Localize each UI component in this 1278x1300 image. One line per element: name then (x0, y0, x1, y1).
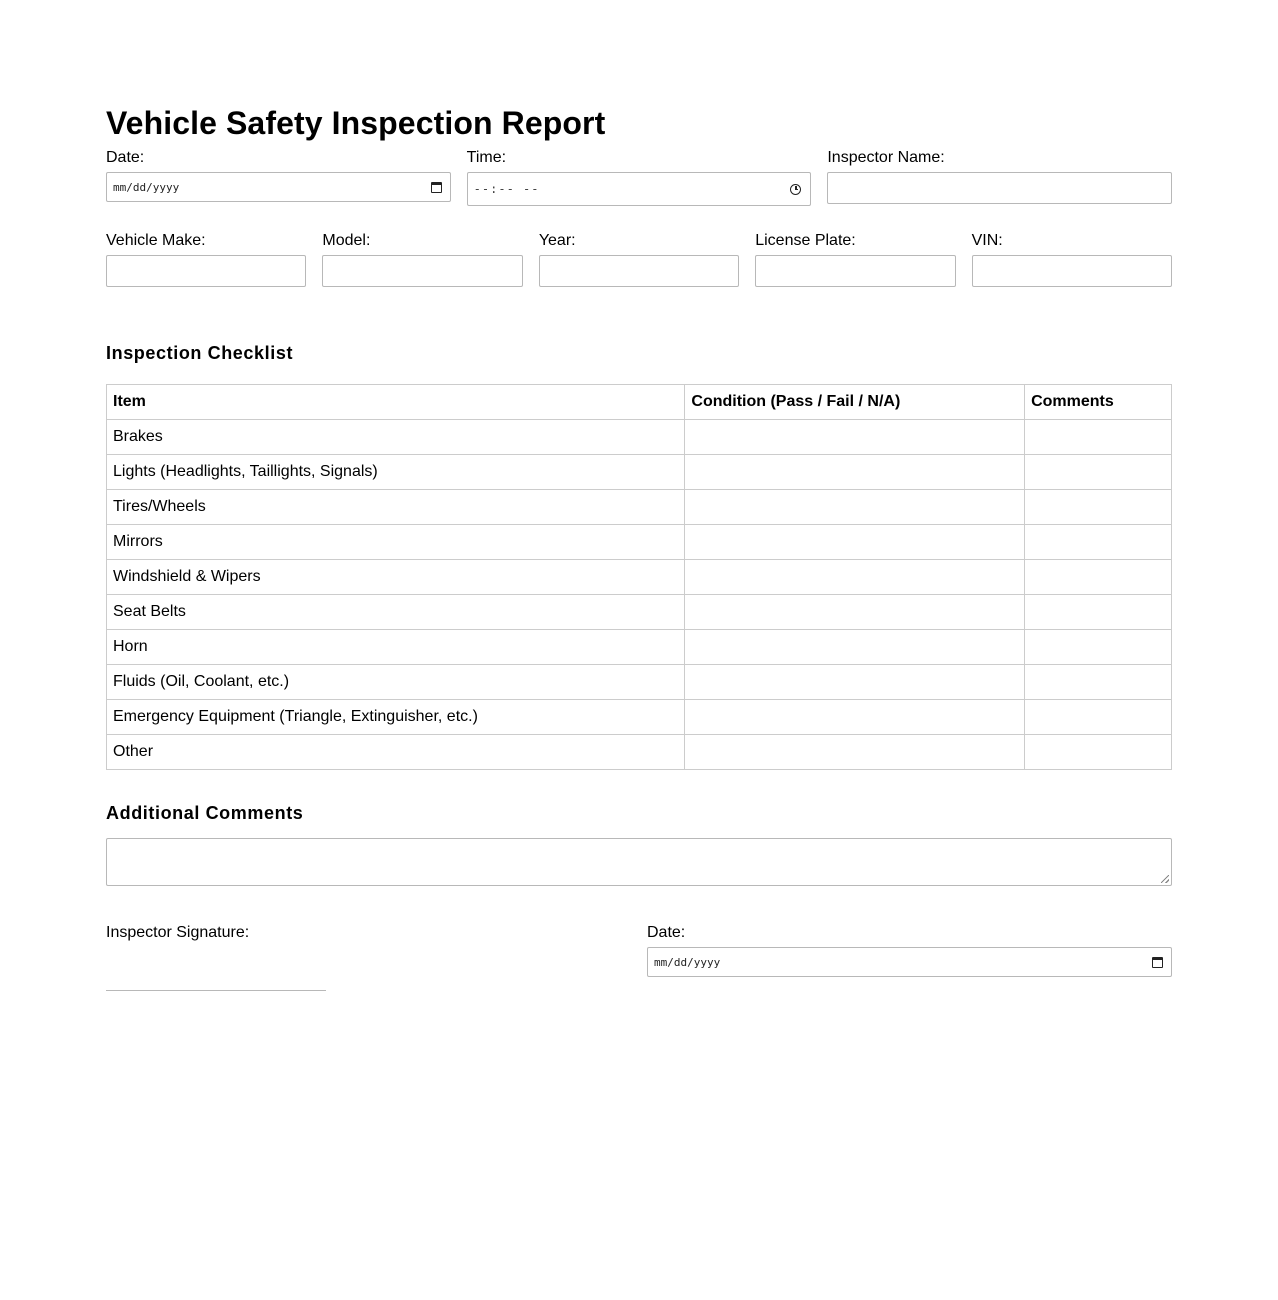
license-plate-input[interactable] (755, 255, 955, 287)
item-cell: Windshield & Wipers (107, 560, 685, 595)
condition-cell[interactable] (685, 420, 1025, 455)
page-title: Vehicle Safety Inspection Report (106, 105, 606, 141)
table-row (107, 665, 1172, 700)
item-cell: Lights (Headlights, Taillights, Signals) (107, 455, 685, 490)
item-cell: Emergency Equipment (Triangle, Extinguisher, etc.) (107, 700, 685, 735)
time-field-group (467, 149, 812, 206)
header-item: Item (107, 385, 685, 420)
license-plate-label: License Plate: (755, 232, 856, 249)
date-input[interactable] (106, 172, 451, 202)
vehicle-fields-row (106, 232, 1172, 287)
item-cell: Seat Belts (107, 595, 685, 630)
table-row (107, 735, 1172, 770)
signature-date-placeholder: mm/dd/yyyy (654, 955, 721, 969)
item-cell: Tires/Wheels (107, 490, 685, 525)
header-fields-row (106, 149, 1172, 206)
table-row (107, 525, 1172, 560)
signature-group (106, 924, 326, 991)
year-input[interactable] (539, 255, 739, 287)
comments-cell[interactable] (1025, 665, 1172, 700)
date-field-group (106, 149, 451, 206)
condition-cell[interactable] (685, 735, 1025, 770)
table-row (107, 420, 1172, 455)
vin-input[interactable] (972, 255, 1172, 287)
table-header-row (107, 385, 1172, 420)
vehicle-make-input[interactable] (106, 255, 306, 287)
year-label: Year: (538, 232, 576, 249)
additional-comments-title: Additional Comments (106, 803, 304, 823)
vehicle-make-label: Vehicle Make: (106, 232, 206, 249)
additional-comments-textarea[interactable] (106, 838, 1172, 886)
comments-cell[interactable] (1025, 700, 1172, 735)
inspector-name-label: Inspector Name: (827, 149, 945, 166)
date-label: Date: (106, 149, 145, 166)
condition-cell[interactable] (685, 455, 1025, 490)
model-group (322, 232, 522, 287)
calendar-icon[interactable] (1152, 957, 1163, 968)
inspector-name-input[interactable] (827, 172, 1172, 204)
comments-cell[interactable] (1025, 735, 1172, 770)
checklist-title: Inspection Checklist (106, 343, 294, 363)
clock-icon[interactable] (790, 184, 801, 195)
license-plate-group (755, 232, 955, 287)
signature-date-input[interactable] (647, 947, 1172, 977)
resize-handle-icon[interactable] (1161, 875, 1169, 883)
table-row (107, 490, 1172, 525)
comments-cell[interactable] (1025, 490, 1172, 525)
table-row (107, 595, 1172, 630)
vin-label: VIN: (971, 232, 1003, 249)
signature-date-group (647, 924, 1172, 991)
time-label: Time: (466, 149, 507, 166)
item-cell: Mirrors (107, 525, 685, 560)
inspector-field-group (827, 149, 1172, 206)
table-row (107, 455, 1172, 490)
time-input[interactable] (467, 172, 812, 206)
item-cell: Horn (107, 630, 685, 665)
header-comments: Comments (1025, 385, 1172, 420)
year-group (539, 232, 739, 287)
vin-group (972, 232, 1172, 287)
item-cell: Other (107, 735, 685, 770)
condition-cell[interactable] (685, 595, 1025, 630)
inspection-form (106, 100, 1172, 991)
comments-cell[interactable] (1025, 420, 1172, 455)
table-row (107, 630, 1172, 665)
condition-cell[interactable] (685, 525, 1025, 560)
comments-cell[interactable] (1025, 595, 1172, 630)
model-label: Model: (322, 232, 371, 249)
table-row (107, 560, 1172, 595)
condition-cell[interactable] (685, 665, 1025, 700)
signature-row (106, 924, 1172, 991)
condition-cell[interactable] (685, 490, 1025, 525)
comments-cell[interactable] (1025, 630, 1172, 665)
signature-line[interactable] (106, 990, 326, 991)
item-cell: Brakes (107, 420, 685, 455)
signature-date-label: Date: (647, 924, 686, 941)
date-placeholder: mm/dd/yyyy (113, 180, 180, 194)
signature-label: Inspector Signature: (106, 924, 250, 941)
calendar-icon[interactable] (431, 182, 442, 193)
checklist-table (106, 384, 1172, 770)
condition-cell[interactable] (685, 700, 1025, 735)
table-row (107, 700, 1172, 735)
model-input[interactable] (322, 255, 522, 287)
time-placeholder: --:-- -- (473, 182, 540, 196)
comments-cell[interactable] (1025, 560, 1172, 595)
header-condition: Condition (Pass / Fail / N/A) (685, 385, 1025, 420)
comments-cell[interactable] (1025, 455, 1172, 490)
vehicle-make-group (106, 232, 306, 287)
comments-cell[interactable] (1025, 525, 1172, 560)
item-cell: Fluids (Oil, Coolant, etc.) (107, 665, 685, 700)
condition-cell[interactable] (685, 560, 1025, 595)
condition-cell[interactable] (685, 630, 1025, 665)
